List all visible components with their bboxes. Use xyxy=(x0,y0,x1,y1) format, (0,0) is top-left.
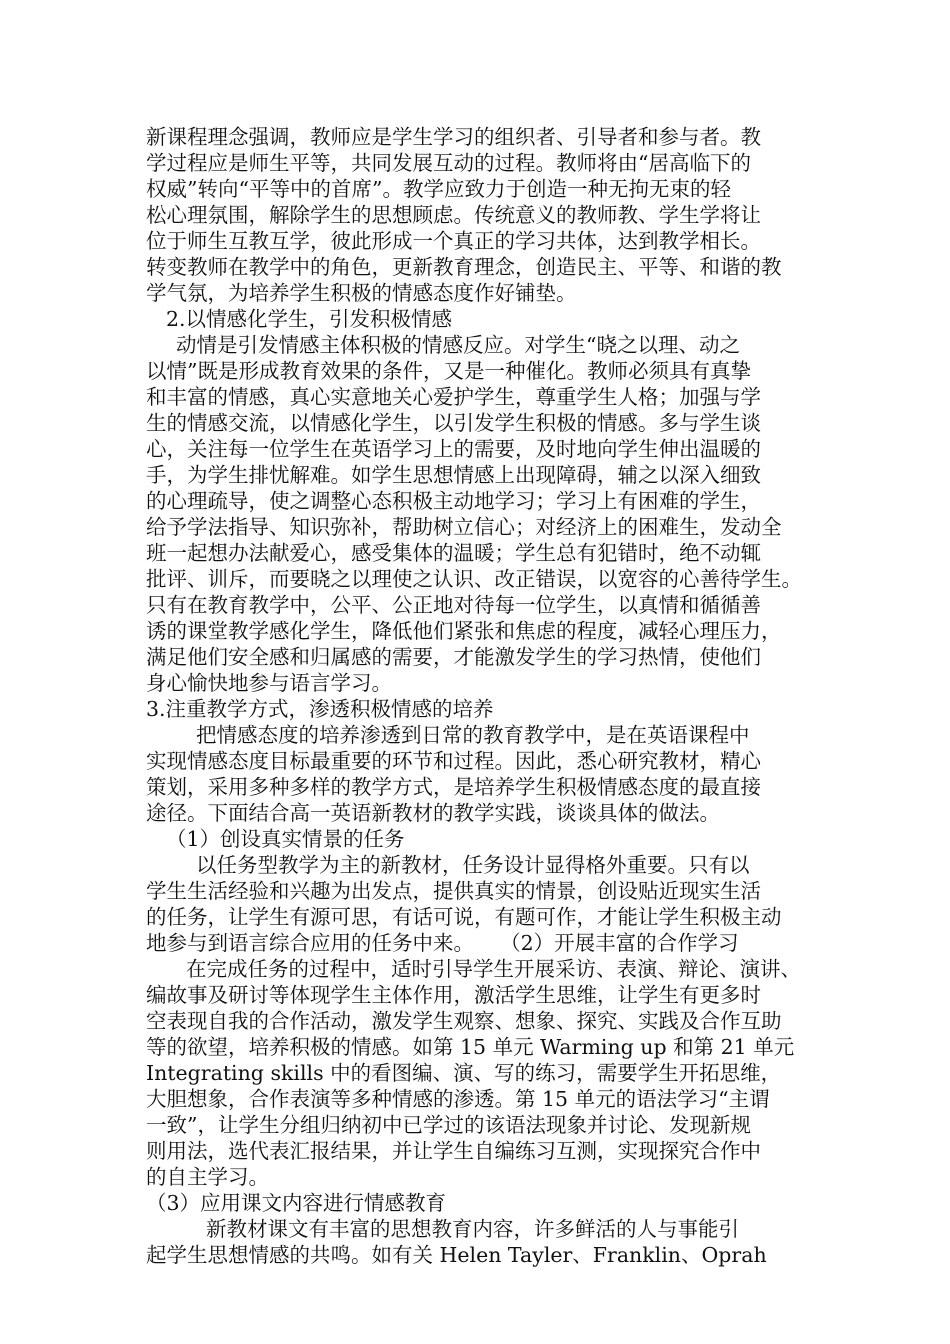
text-line: 策划，采用多种多样的教学方式，是培养学生积极情感态度的最直接 xyxy=(146,775,761,799)
text-line: 松心理氛围，解除学生的思想顾虑。传统意义的教师教、学生学将让 xyxy=(146,203,761,227)
text-line: 转变教师在教学中的角色，更新教育理念，创造民主、平等、和谐的教 xyxy=(146,255,782,279)
text-line: 心，关注每一位学生在英语学习上的需要，及时地向学生伸出温暖的 xyxy=(146,437,761,461)
text-line: 满足他们安全感和归属感的需要，才能激发学生的学习热情，使他们 xyxy=(146,645,761,669)
text-line: 身心愉快地参与语言学习。 xyxy=(146,671,392,695)
text-line: 实现情感态度目标最重要的环节和过程。因此，悉心研究教材，精心 xyxy=(146,749,761,773)
text-line: 以情”既是形成教育效果的条件，又是一种催化。教师必须具有真挚 xyxy=(146,359,751,383)
text-line: 手，为学生排忧解难。如学生思想情感上出现障碍，辅之以深入细致 xyxy=(146,463,761,487)
text-line: 学过程应是师生平等，共同发展互动的过程。教师将由“居高临下的 xyxy=(146,151,751,175)
text-line: 空表现自我的合作活动，激发学生观察、想象、探究、实践及合作互助 xyxy=(146,1009,782,1033)
text-line: 地参与到语言综合应用的任务中来。 （2）开展丰富的合作学习 xyxy=(146,931,739,955)
text-line: 编故事及研讨等体现学生主体作用，激活学生思维，让学生有更多时 xyxy=(146,983,761,1007)
text-line: 生的情感交流，以情感化学生，以引发学生积极的情感。多与学生谈 xyxy=(146,411,761,435)
text-line: 把情感态度的培养渗透到日常的教育教学中，是在英语课程中 xyxy=(196,723,750,747)
text-line: 和丰富的情感，真心实意地关心爱护学生，尊重学生人格；加强与学 xyxy=(146,385,761,409)
text-line: 的任务，让学生有源可思，有话可说，有题可作，才能让学生积极主动 xyxy=(146,905,782,929)
text-line: 新课程理念强调，教师应是学生学习的组织者、引导者和参与者。教 xyxy=(146,125,761,149)
text-line: 学生生活经验和兴趣为出发点，提供真实的情景，创设贴近现实生活 xyxy=(146,879,761,903)
subsection-heading: （3）应用课文内容进行情感教育 xyxy=(146,1191,447,1215)
text-line: 只有在教育教学中，公平、公正地对待每一位学生，以真情和循循善 xyxy=(146,593,761,617)
section-heading: 3.注重教学方式，渗透积极情感的培养 xyxy=(146,697,494,721)
text-line: 新教材课文有丰富的思想教育内容，许多鲜活的人与事能引 xyxy=(206,1217,739,1241)
text-line: 的自主学习。 xyxy=(146,1165,269,1189)
text-line: 的心理疏导，使之调整心态积极主动地学习；学习上有困难的学生， xyxy=(146,489,761,513)
text-line: 给予学法指导、知识弥补，帮助树立信心；对经济上的困难生，发动全 xyxy=(146,515,782,539)
text-line: 位于师生互教互学，彼此形成一个真正的学习共体，达到教学相长。 xyxy=(146,229,761,253)
text-line: 在完成任务的过程中，适时引导学生开展采访、表演、辩论、演讲、 xyxy=(186,957,801,981)
text-line: 一致”，让学生分组归纳初中已学过的该语法现象并讨论、发现新规 xyxy=(146,1113,751,1137)
text-line: Integrating skills 中的看图编、演、写的练习，需要学生开拓思维， xyxy=(146,1061,782,1085)
section-heading: 2.以情感化学生，引发积极情感 xyxy=(166,307,453,331)
text-line: 班一起想办法献爱心，感受集体的温暖；学生总有犯错时，绝不动辄 xyxy=(146,541,761,565)
text-line: 途径。下面结合高一英语新教材的教学实践，谈谈具体的做法。 xyxy=(146,801,720,825)
text-line: 批评、训斥，而要晓之以理使之认识、改正错误，以宽容的心善待学生。 xyxy=(146,567,802,591)
text-line: 等的欲望，培养积极的情感。如第 15 单元 Warming up 和第 21 单元 xyxy=(146,1035,795,1059)
text-line: 则用法，选代表汇报结果，并让学生自编练习互测，实现探究合作中 xyxy=(146,1139,761,1163)
text-line: 学气氛，为培养学生积极的情感态度作好铺垫。 xyxy=(146,281,577,305)
subsection-heading: （1）创设真实情景的任务 xyxy=(166,827,405,851)
text-line: 诱的课堂教学感化学生，降低他们紧张和焦虑的程度，减轻心理压力， xyxy=(146,619,782,643)
text-line: 以任务型教学为主的新教材，任务设计显得格外重要。只有以 xyxy=(196,853,750,877)
text-line: 动情是引发情感主体积极的情感反应。对学生“晓之以理、动之 xyxy=(176,333,740,357)
text-line: 大胆想象，合作表演等多种情感的渗透。第 15 单元的语法学习“主谓 xyxy=(146,1087,770,1111)
text-line: 起学生思想情感的共鸣。如有关 Helen Tayler、Franklin、Oprah xyxy=(146,1243,767,1267)
text-line: 权威”转向“平等中的首席”。教学应致力于创造一种无拘无束的轻 xyxy=(146,177,731,201)
